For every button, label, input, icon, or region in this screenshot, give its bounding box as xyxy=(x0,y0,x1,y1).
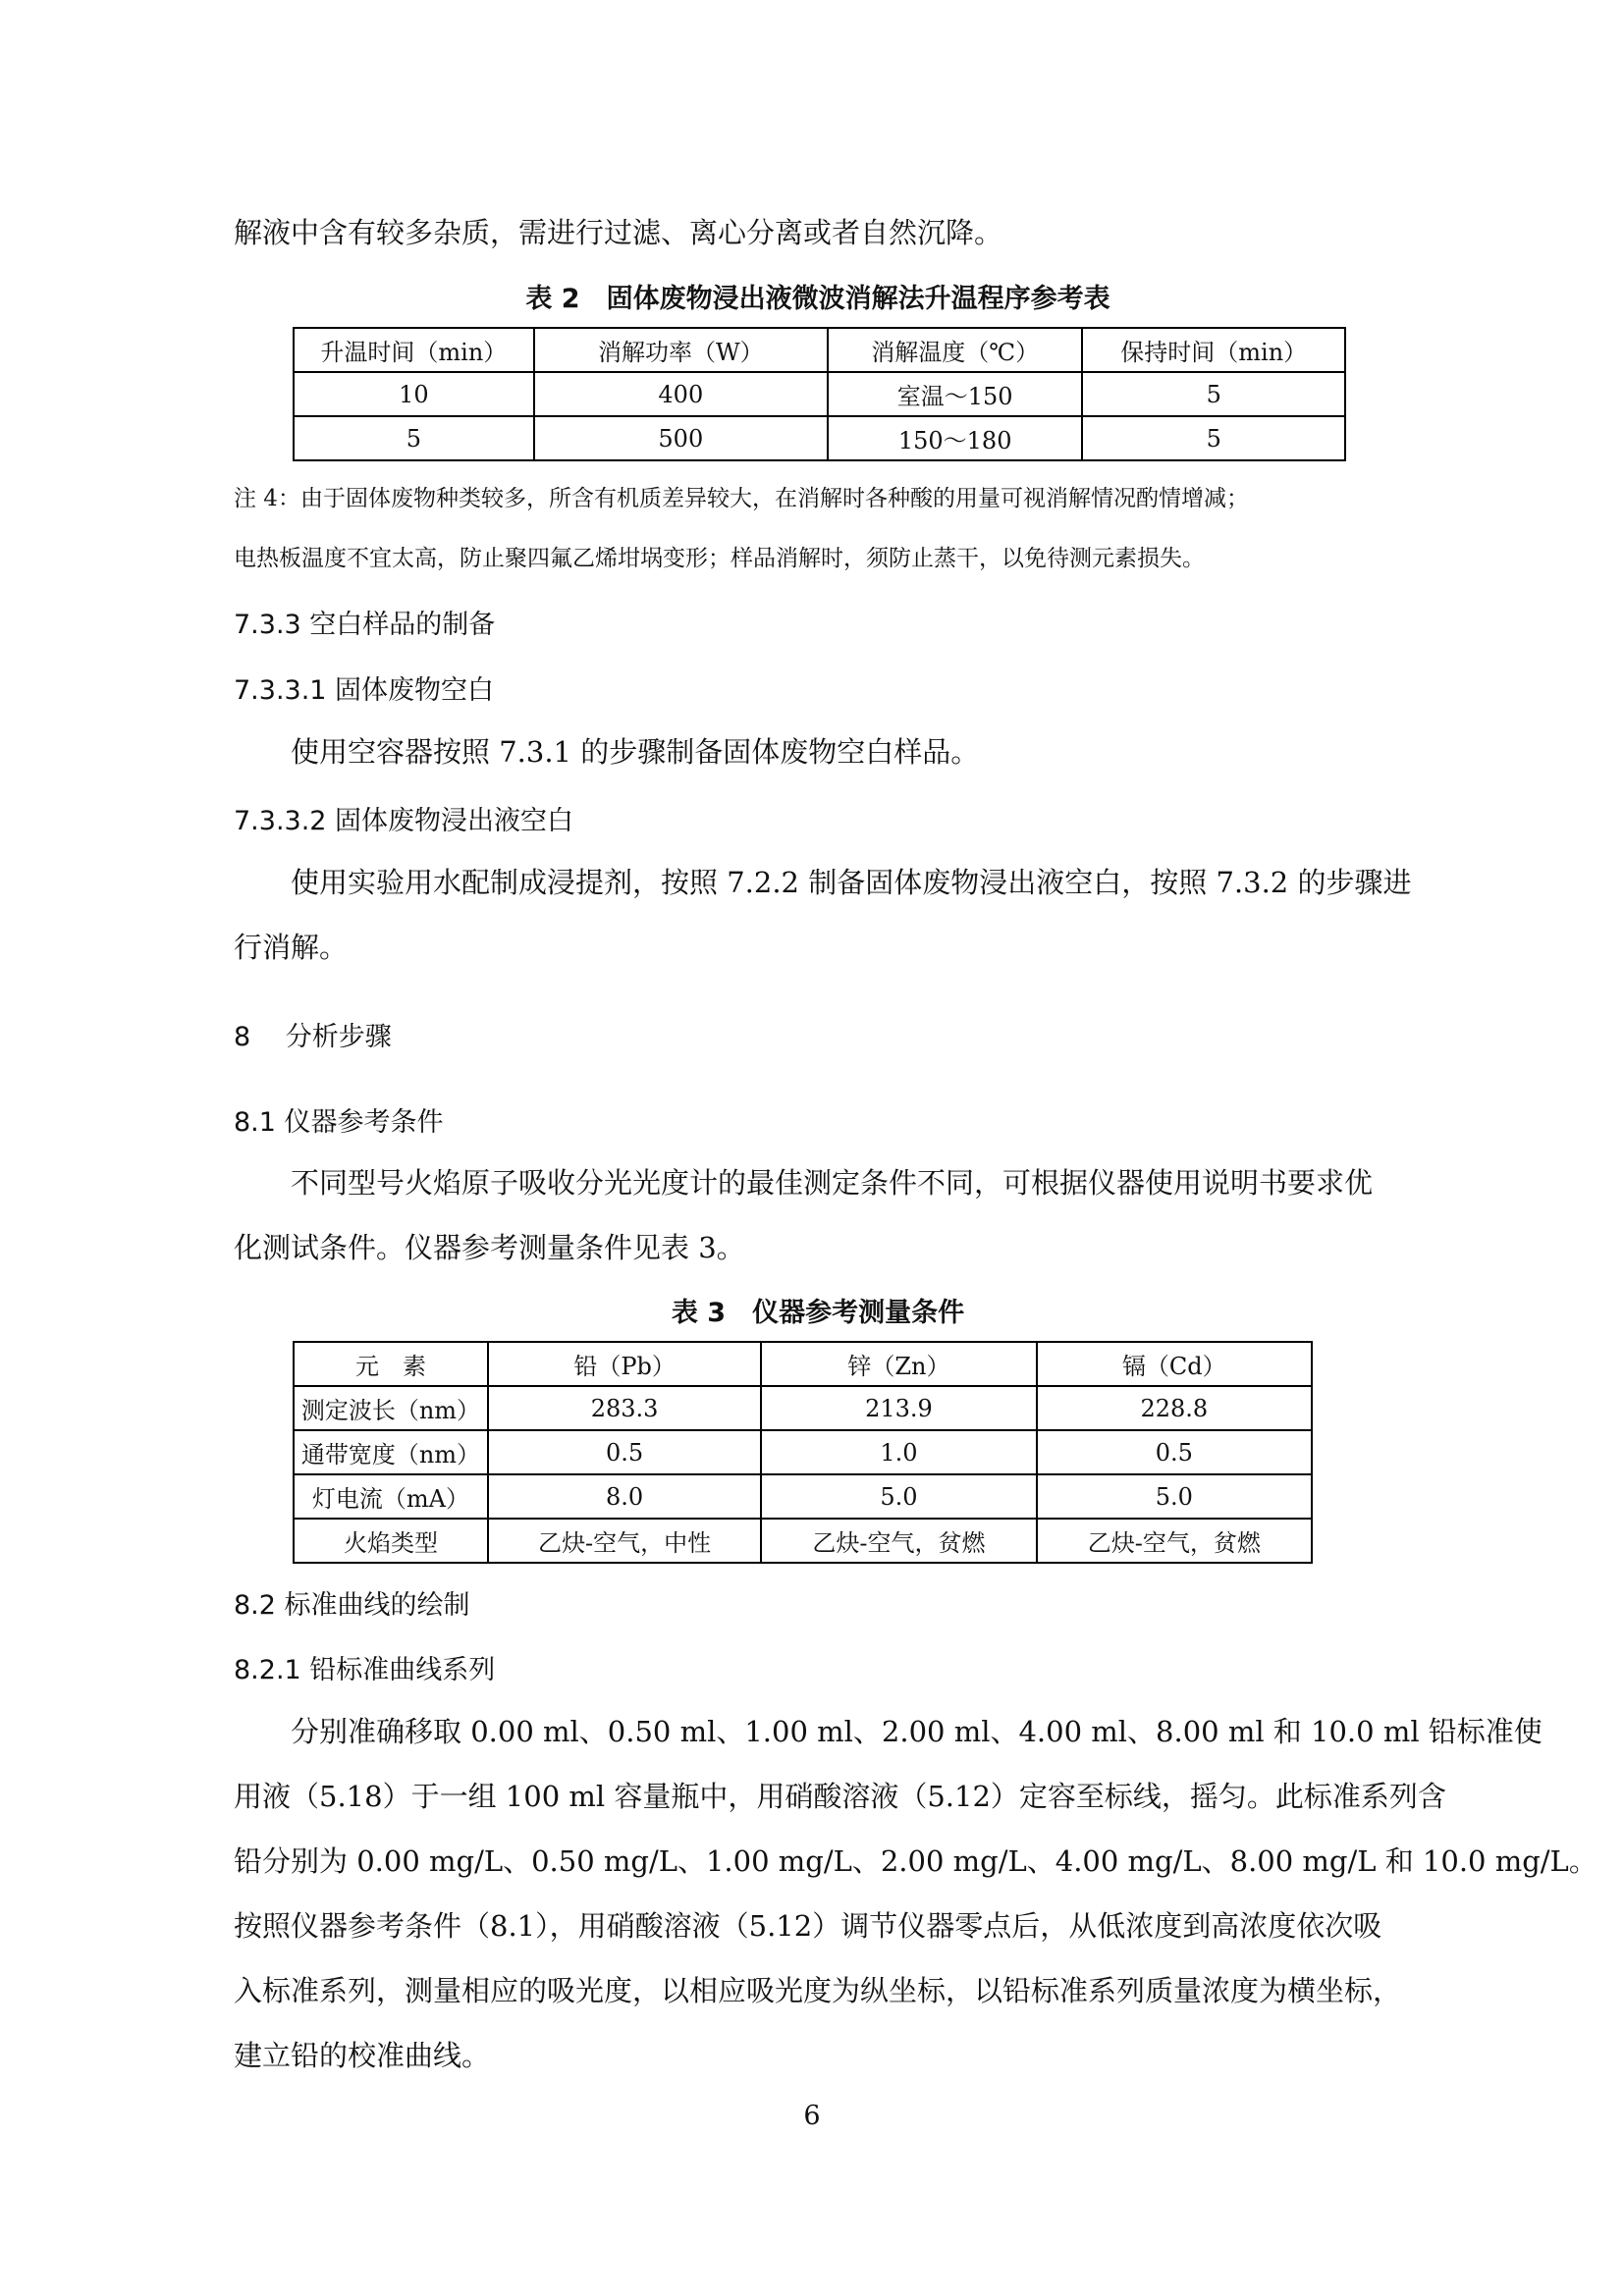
table3-cell: 0.5 xyxy=(488,1430,761,1474)
table2-cell: 500 xyxy=(534,416,828,460)
table2-cell: 10 xyxy=(294,372,534,416)
table2-cell: 5 xyxy=(1082,372,1345,416)
paragraph-line: 使用实验用水配制成浸提剂，按照 7.2.2 制备固体废物浸出液空白，按照 7.3.2 的步骤进 xyxy=(291,866,1412,899)
table-row xyxy=(294,416,1345,460)
table2-header-cell: 消解温度（℃） xyxy=(828,328,1082,372)
page-number: 6 xyxy=(803,2101,821,2131)
table3-cell: 283.3 xyxy=(488,1386,761,1430)
table3-cell: 5.0 xyxy=(761,1474,1036,1519)
table3-header-cell: 元 素 xyxy=(294,1342,488,1386)
table2-cell: 5 xyxy=(1082,416,1345,460)
section-heading-8-1: 8.1 仪器参考条件 xyxy=(234,1107,444,1138)
paragraph-line: 按照仪器参考条件（8.1），用硝酸溶液（5.12）调节仪器零点后，从低浓度到高浓度依次吸 xyxy=(234,1909,1382,1943)
intro-line: 解液中含有较多杂质，需进行过滤、离心分离或者自然沉降。 xyxy=(234,216,1003,249)
paragraph-7-3-3-2 xyxy=(234,850,1412,980)
section-heading-8: 8 分析步骤 xyxy=(234,1022,392,1052)
table2-header-row xyxy=(294,328,1345,372)
table3-cell: 灯电流（mA） xyxy=(294,1474,488,1519)
paragraph-7-3-3-1 xyxy=(234,720,1459,784)
section-heading-8-2: 8.2 标准曲线的绘制 xyxy=(234,1590,470,1621)
note-4-line: 电热板温度不宜太高，防止聚四氟乙烯坩埚变形；样品消解时，须防止蒸干，以免待测元素损失。 xyxy=(234,546,1205,571)
table3-cell: 乙炔-空气，贫燃 xyxy=(761,1519,1036,1563)
paragraph-line: 行消解。 xyxy=(234,931,349,964)
table3-cell: 0.5 xyxy=(1037,1430,1312,1474)
table2-cell: 室温～150 xyxy=(828,372,1082,416)
table3-cell: 213.9 xyxy=(761,1386,1036,1430)
table3-cell: 8.0 xyxy=(488,1474,761,1519)
paragraph-line: 化测试条件。仪器参考测量条件见表 3。 xyxy=(234,1231,745,1264)
note-4 xyxy=(234,469,1402,589)
paragraph-line: 铅分别为 0.00 mg/L、0.50 mg/L、1.00 mg/L、2.00 mg/L、4.00 mg/L、8.00 mg/L 和 10.0 mg/L。 xyxy=(234,1844,1597,1878)
table3-cell: 测定波长（nm） xyxy=(294,1386,488,1430)
paragraph-line: 入标准系列，测量相应的吸光度，以相应吸光度为纵坐标，以铅标准系列质量浓度为横坐标， xyxy=(234,1974,1402,2007)
table2-cell: 5 xyxy=(294,416,534,460)
table2 xyxy=(293,327,1346,461)
table2-caption: 表 2 固体废物浸出液微波消解法升温程序参考表 xyxy=(525,284,1110,314)
paragraph-8-1 xyxy=(234,1150,1402,1280)
table2-cell: 400 xyxy=(534,372,828,416)
intro-paragraph xyxy=(234,200,1402,265)
table3-cell: 5.0 xyxy=(1037,1474,1312,1519)
table3-header-cell: 锌（Zn） xyxy=(761,1342,1036,1386)
table3-cell: 火焰类型 xyxy=(294,1519,488,1563)
note-4-line: 注 4：由于固体废物种类较多，所含有机质差异较大，在消解时各种酸的用量可视消解情况酌情增减； xyxy=(234,486,1249,511)
table3-header-row xyxy=(294,1342,1312,1386)
table3-cell: 1.0 xyxy=(761,1430,1036,1474)
table-row xyxy=(294,1430,1312,1474)
table3-cell: 228.8 xyxy=(1037,1386,1312,1430)
table2-cell: 150～180 xyxy=(828,416,1082,460)
table3-cell: 通带宽度（nm） xyxy=(294,1430,488,1474)
table-row xyxy=(294,1474,1312,1519)
table3 xyxy=(293,1341,1313,1564)
table-row xyxy=(294,1519,1312,1563)
table3-cell: 乙炔-空气，贫燃 xyxy=(1037,1519,1312,1563)
paragraph-line: 用液（5.18）于一组 100 ml 容量瓶中，用硝酸溶液（5.12）定容至标线，摇匀。此标准系列含 xyxy=(234,1780,1446,1813)
paragraph-line: 不同型号火焰原子吸收分光光度计的最佳测定条件不同，可根据仪器使用说明书要求优 xyxy=(291,1166,1374,1200)
paragraph-line: 使用空容器按照 7.3.1 的步骤制备固体废物空白样品。 xyxy=(291,735,980,769)
table3-cell: 乙炔-空气，中性 xyxy=(488,1519,761,1563)
table2-header-cell: 升温时间（min） xyxy=(294,328,534,372)
section-heading-7-3-3-2: 7.3.3.2 固体废物浸出液空白 xyxy=(234,806,574,836)
section-heading-7-3-3: 7.3.3 空白样品的制备 xyxy=(234,610,496,640)
table2-header-cell: 消解功率（W） xyxy=(534,328,828,372)
section-heading-7-3-3-1: 7.3.3.1 固体废物空白 xyxy=(234,675,495,706)
paragraph-line: 分别准确移取 0.00 ml、0.50 ml、1.00 ml、2.00 ml、4.00 ml、8.00 ml 和 10.0 ml 铅标准使 xyxy=(291,1715,1543,1748)
section-heading-8-2-1: 8.2.1 铅标准曲线系列 xyxy=(234,1655,496,1685)
table-row xyxy=(294,1386,1312,1430)
table-row xyxy=(294,372,1345,416)
paragraph-8-2-1 xyxy=(234,1699,1597,2088)
table3-caption: 表 3 仪器参考测量条件 xyxy=(671,1298,965,1328)
table3-header-cell: 铅（Pb） xyxy=(488,1342,761,1386)
paragraph-line: 建立铅的校准曲线。 xyxy=(234,2039,491,2072)
table3-header-cell: 镉（Cd） xyxy=(1037,1342,1312,1386)
table2-header-cell: 保持时间（min） xyxy=(1082,328,1345,372)
